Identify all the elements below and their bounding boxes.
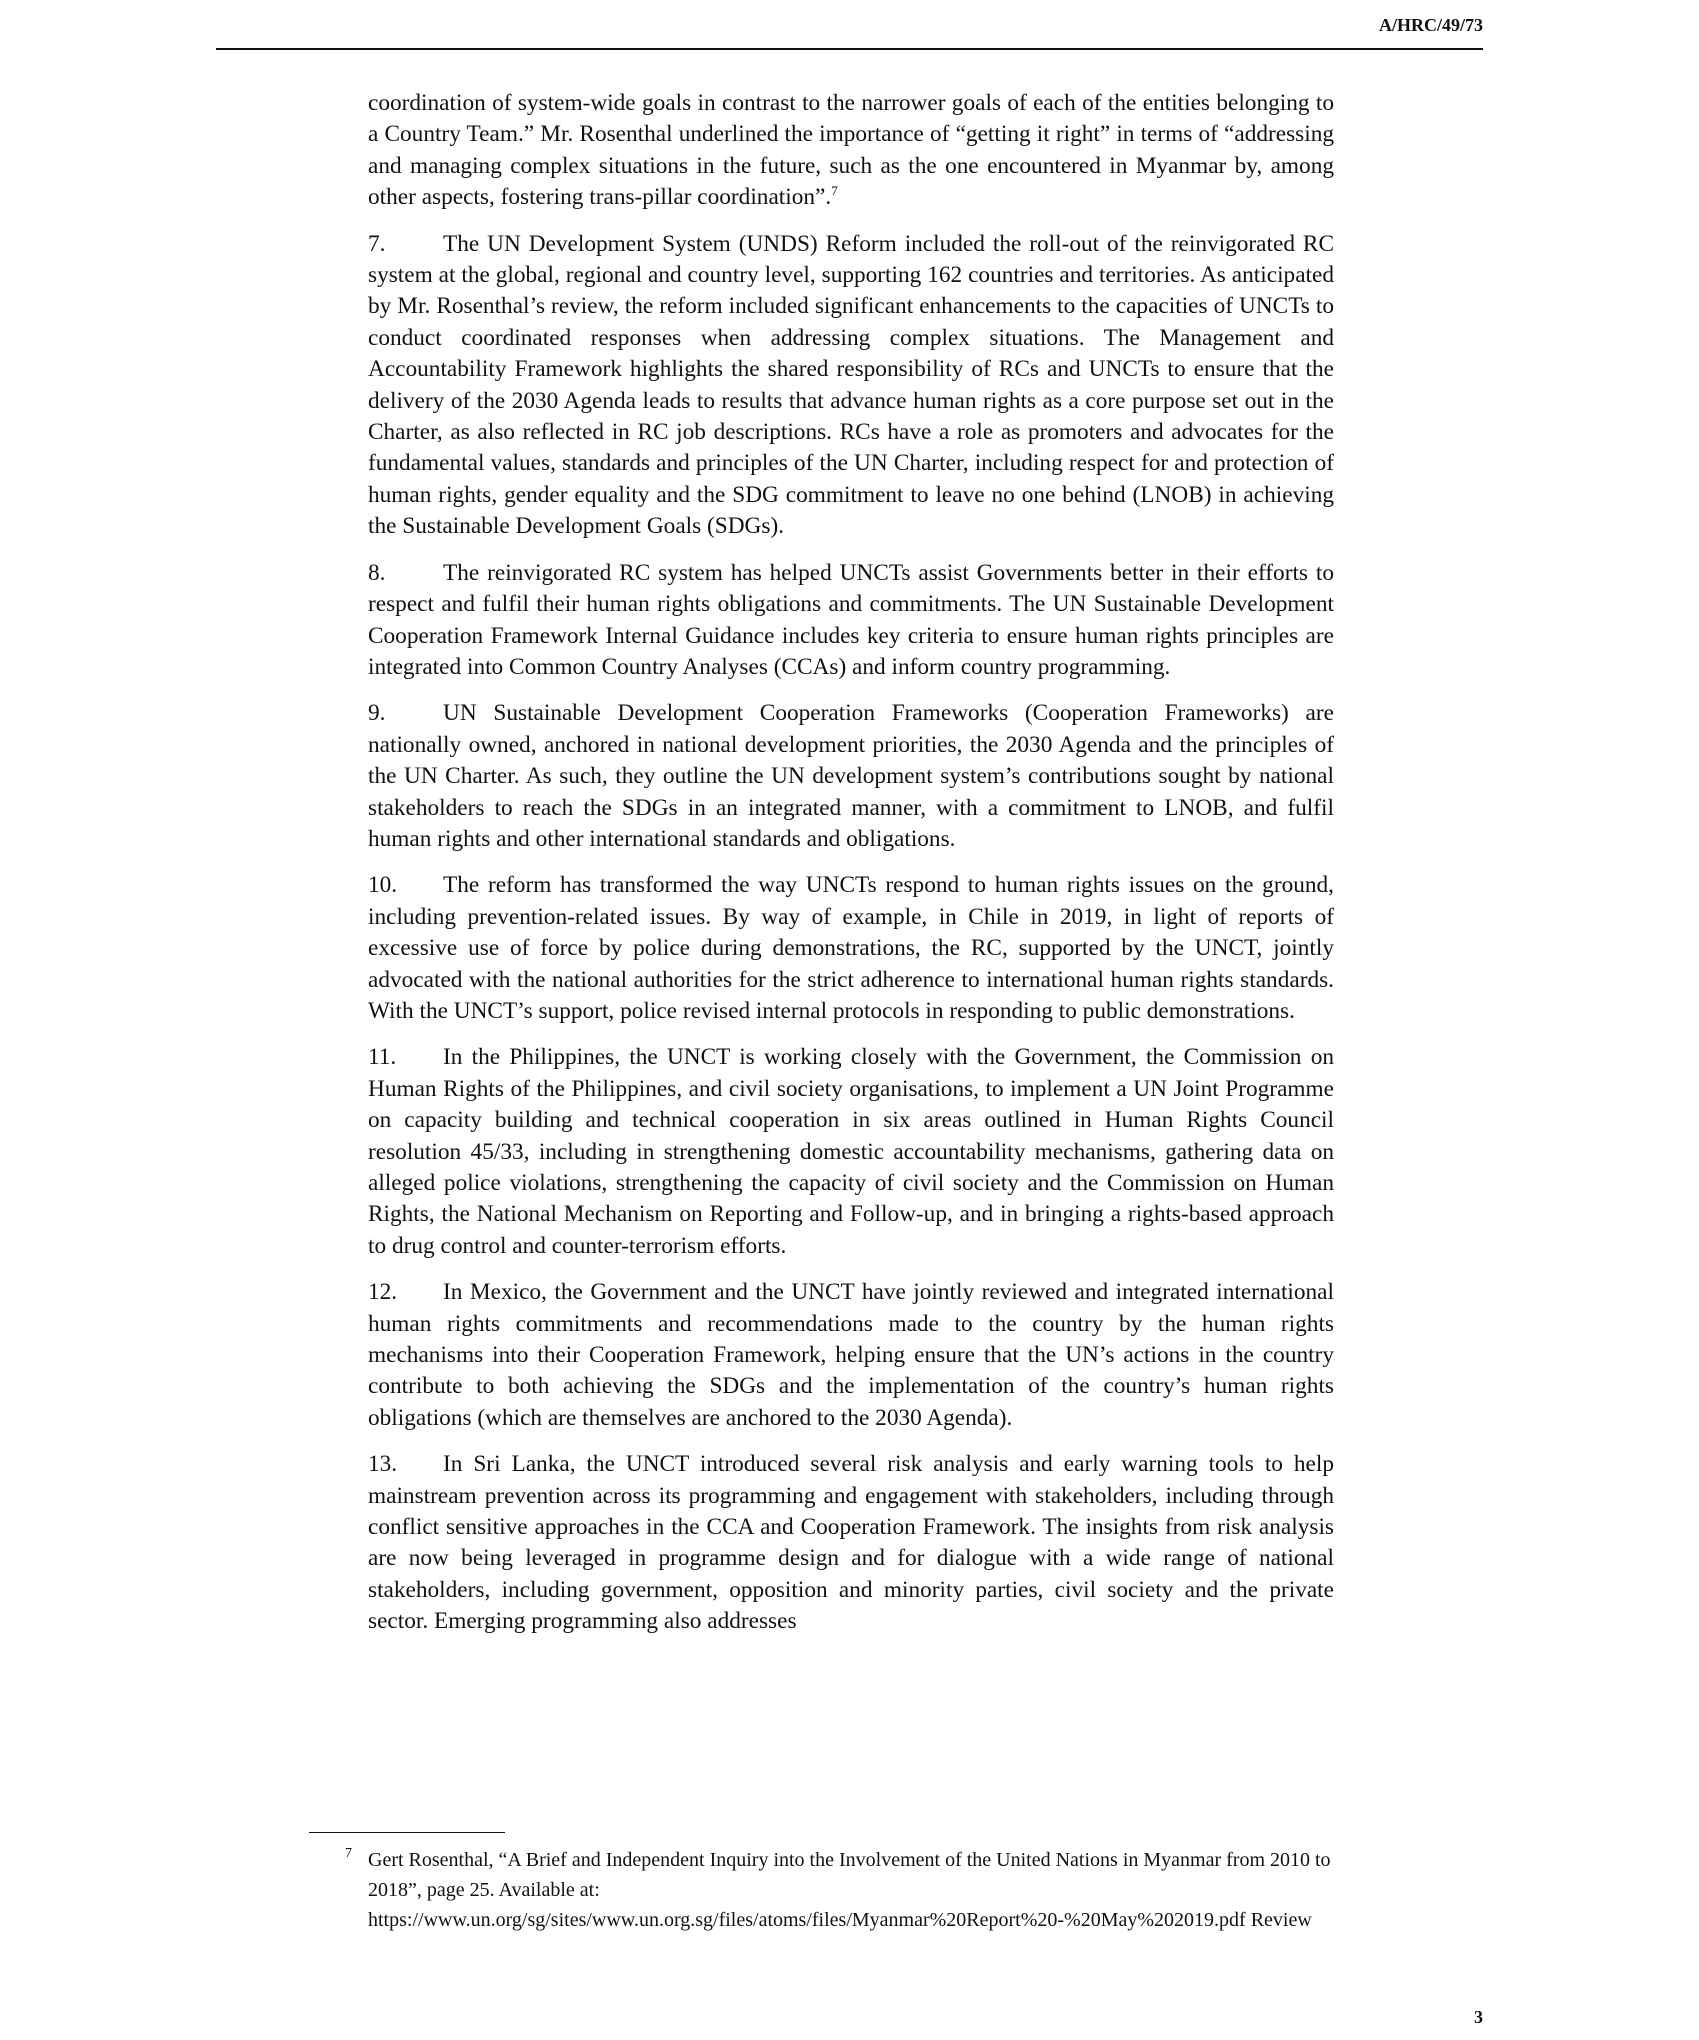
footnote-mark: 7 [345,1846,352,1861]
paragraph-8 [368,558,1334,684]
paragraph-number: 9. [368,700,386,727]
paragraph-text: In Sri Lanka, the UNCT introduced several risk analysis and early warning tools to help mainstream prevention across its programming and engagement with stakeholders, including through conflict sensitive approaches in the CCA and Cooperation Framework. The insights from risk analysis are now being leveraged in programme design and for dialogue with a wide range of national stakeholders, including government, opposition and minority parties, civil society and the private sector. Emerging programming also addresses [368,1451,1334,1635]
page-number: 3 [1474,2007,1483,2027]
paragraph-text: UN Sustainable Development Cooperation Frameworks (Cooperation Frameworks) are nationally owned, anchored in national development priorities, the 2030 Agenda and the principles of the UN Charter. As such, they outline the UN development system’s contributions sought by national stakeholders to reach the SDGs in an integrated manner, with a commitment to LNOB, and fulfil human rights and other international standards and obligations. [368,700,1334,852]
paragraph-10 [368,870,1334,1027]
body-text [368,88,1334,1653]
paragraph-text: In Mexico, the Government and the UNCT have jointly reviewed and integrated international human rights commitments and recommendations made to the country by the human rights mechanisms into their Cooperation Framework, helping ensure that the UN’s actions in the country contribute to both achieving the SDGs and the implementation of the country’s human rights obligations (which are themselves are anchored to the 2030 Agenda). [368,1279,1334,1431]
paragraph-9 [368,698,1334,855]
paragraph-number: 11. [368,1044,397,1071]
paragraph-13 [368,1449,1334,1637]
paragraph-text: In the Philippines, the UNCT is working closely with the Government, the Commission on Human Rights of the Philippines, and civil society organisations, to implement a UN Joint Programme on capacity building and technical cooperation in six areas outlined in Human Rights Council resolution 45/33, including in strengthening domestic accountability mechanisms, gathering data on alleged police violations, strengthening the capacity of civil society and the Commission on Human Rights, the National Mechanism on Reporting and Follow-up, and in bringing a rights-based approach to drug control and counter-terrorism efforts. [368,1044,1334,1259]
paragraph-text: The reinvigorated RC system has helped UNCTs assist Governments better in their efforts to respect and fulfil their human rights obligations and commitments. The UN Sustainable Development Cooperation Framework Internal Guidance includes key criteria to ensure human rights principles are integrated into Common Country Analyses (CCAs) and inform country programming. [368,559,1334,680]
footnote-body [368,1845,1334,1935]
footnote-separator [309,1832,505,1833]
paragraph-11 [368,1042,1334,1262]
lead-paragraph-text: coordination of system-wide goals in contrast to the narrower goals of each of the entities belonging to a Country Team.” Mr. Rosenthal underlined the importance of “getting it right” in terms of “addressing and managing complex situations in the future, such as the one encountered in Myanmar by, among other aspects, fostering trans-pillar coordination”. [368,90,1334,211]
paragraph-number: 12. [368,1279,398,1306]
footnote-text: Gert Rosenthal, “A Brief and Independent Inquiry into the Involvement of the United Nations in Myanmar from 2010 to 2018”, page 25. Available at: [368,1849,1331,1901]
paragraph-12 [368,1277,1334,1434]
paragraph-number: 7. [368,230,386,257]
footnote-reference[interactable]: 7 [831,183,838,199]
paragraph-number: 13. [368,1451,398,1478]
paragraph-number: 10. [368,872,398,899]
paragraph-text: The UN Development System (UNDS) Reform included the roll-out of the reinvigorated RC system at the global, regional and country level, supporting 162 countries and territories. As anticipated by Mr. Rosenthal’s review, the reform included significant enhancements to the capacities of UNCTs to conduct coordinated responses when addressing complex situations. The Management and Accountability Framework highlights the shared responsibility of RCs and UNCTs to ensure that the delivery of the 2030 Agenda leads to results that advance human rights as a core purpose set out in the Charter, as also reflected in RC job descriptions. RCs have a role as promoters and advocates for the fundamental values, standards and principles of the UN Charter, including respect for and protection of human rights, gender equality and the SDG commitment to leave no one behind (LNOB) in achieving the Sustainable Development Goals (SDGs). [368,230,1334,540]
paragraph-number: 8. [368,559,386,586]
footnote-link[interactable]: https://www.un.org/sg/sites/www.un.org.sg/files/atoms/files/Myanmar%20Report%20-%20May%202019.pdf Review [368,1909,1312,1931]
paragraph-7 [368,229,1334,543]
footnote [345,1845,1334,1935]
paragraph-text: The reform has transformed the way UNCTs respond to human rights issues on the ground, including prevention-related issues. By way of example, in Chile in 2019, in light of reports of excessive use of force by police during demonstrations, the RC, supported by the UNCT, jointly advocated with the national authorities for the strict adherence to international human rights standards. With the UNCT’s support, police revised internal protocols in responding to public demonstrations. [368,872,1334,1024]
header-rule [216,48,1483,50]
lead-paragraph [368,88,1334,214]
document-symbol: A/HRC/49/73 [1378,15,1483,35]
